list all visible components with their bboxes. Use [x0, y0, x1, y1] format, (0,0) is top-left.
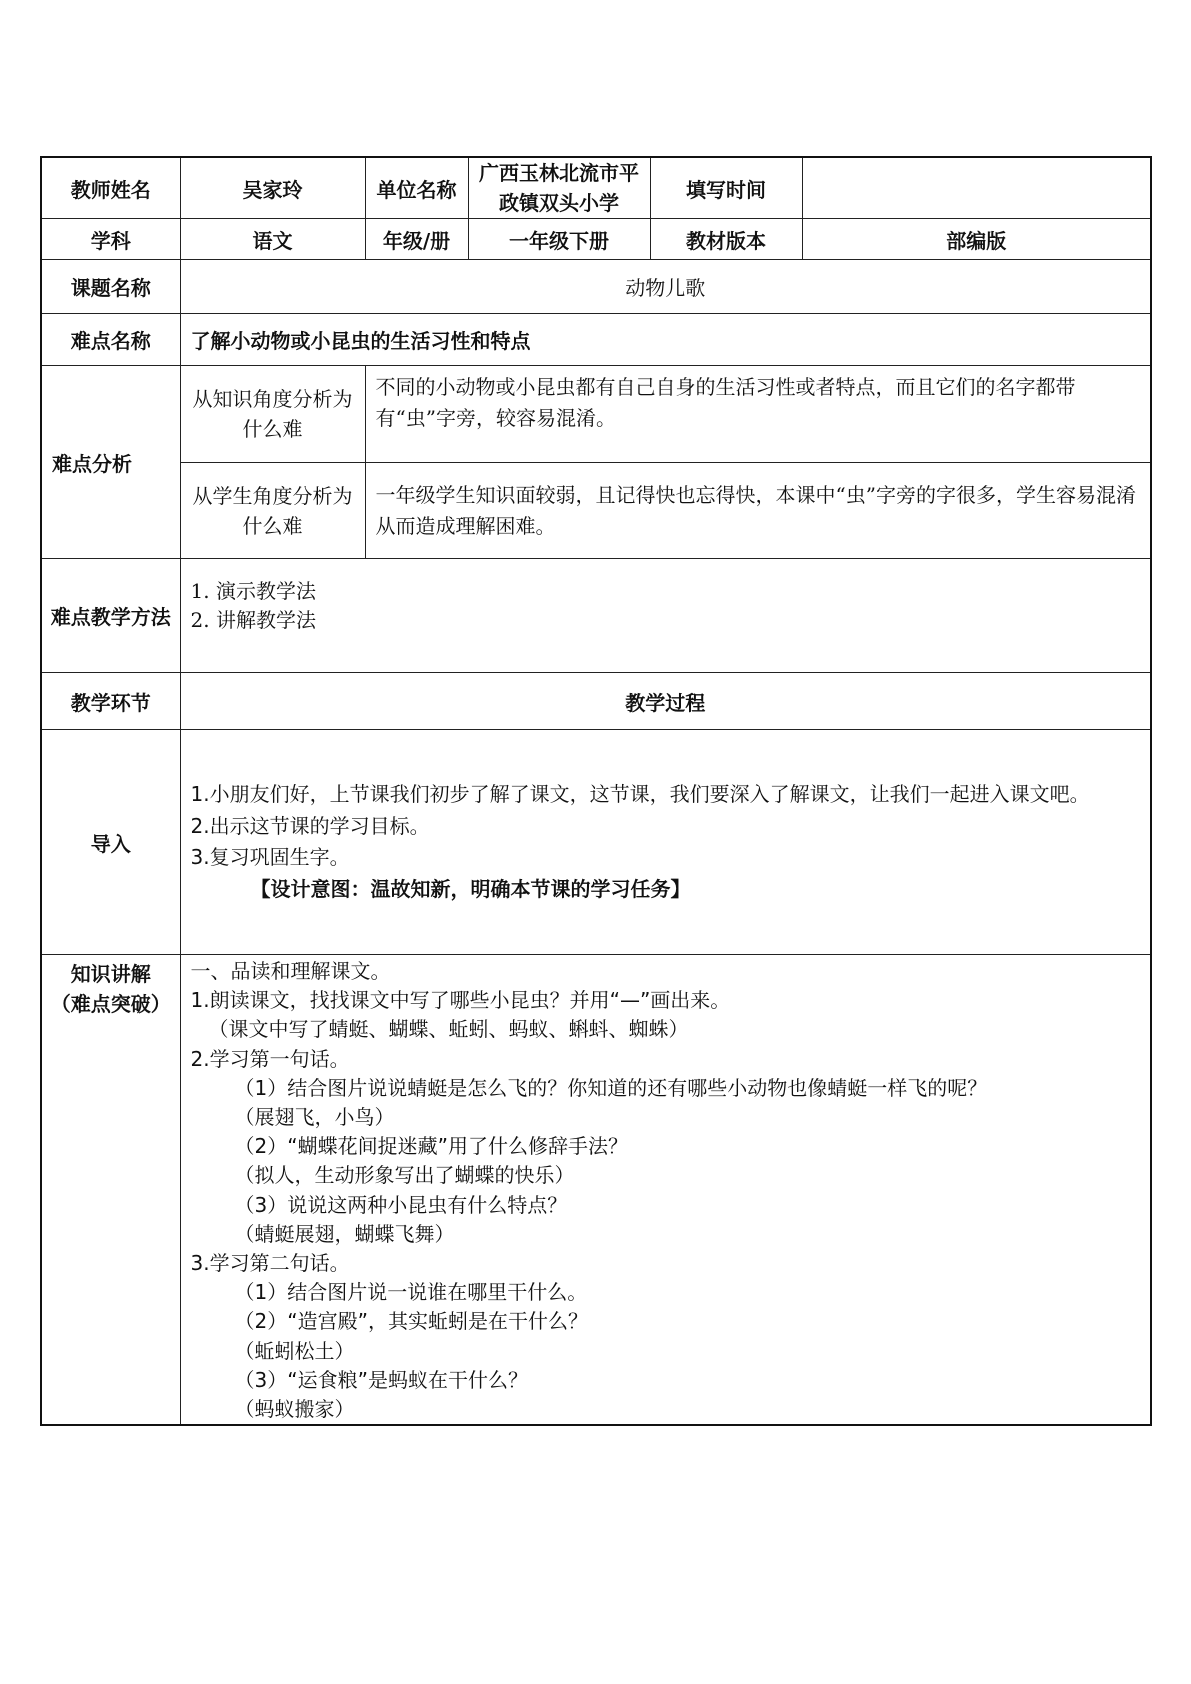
subject-label: 学科 — [41, 219, 180, 260]
student-angle-line2: 什么难 — [242, 513, 303, 538]
knowledge-line: （3）说说这两种小昆虫有什么特点？ — [234, 1192, 568, 1217]
method-item: 2. 讲解教学法 — [190, 608, 316, 632]
student-angle-label — [180, 463, 365, 559]
knowledge-line: （2）“造宫殿”，其实蚯蚓是在干什么？ — [234, 1309, 588, 1334]
knowledge-label — [41, 955, 180, 1426]
unit-value-line1: 广西玉林北流市平 — [479, 161, 639, 185]
knowledge-line: 1.朗读课文，找找课文中写了哪些小昆虫？并用“—”画出来。 — [190, 988, 731, 1013]
stage-header: 教学环节 — [41, 673, 180, 730]
knowledge-line: （1）结合图片说一说谁在哪里干什么。 — [234, 1280, 588, 1305]
knowledge-line: （展翅飞，小鸟） — [234, 1105, 395, 1130]
edition-value: 部编版 — [802, 219, 1151, 260]
intro-line: 1.小朋友们好，上节课我们初步了解了课文，这节课，我们要深入了解课文，让我们一起进入课文吧。 — [190, 782, 1090, 806]
knowledge-line: 3.学习第二句话。 — [190, 1251, 350, 1276]
difficulty-row — [41, 314, 1151, 366]
unit-label: 单位名称 — [365, 157, 468, 219]
method-item: 1. 演示教学法 — [190, 579, 316, 603]
knowledge-line: （2）“蝴蝶花间捉迷藏”用了什么修辞手法？ — [234, 1134, 628, 1159]
knowledge-line: （蚯蚓松土） — [234, 1338, 355, 1363]
teacher-label: 教师姓名 — [41, 157, 180, 219]
topic-row — [41, 260, 1151, 314]
lesson-plan-document — [40, 156, 1150, 1426]
analysis-row-knowledge — [41, 366, 1151, 463]
knowledge-content — [180, 955, 1151, 1426]
analysis-label: 难点分析 — [41, 366, 180, 559]
process-header-row — [41, 673, 1151, 730]
knowledge-row — [41, 955, 1151, 1426]
difficulty-label: 难点名称 — [41, 314, 180, 366]
intro-line: 3.复习巩固生字。 — [190, 845, 350, 869]
knowledge-angle-line1: 从知识角度分析为 — [192, 387, 353, 411]
lesson-plan-table — [40, 156, 1152, 1426]
methods-row — [41, 559, 1151, 673]
knowledge-angle-line2: 什么难 — [242, 417, 303, 441]
difficulty-value: 了解小动物或小昆虫的生活习性和特点 — [180, 314, 1151, 366]
student-angle-text: 一年级学生知识面较弱，且记得快也忘得快，本课中“虫”字旁的字很多，学生容易混淆从而造成理解困难。 — [365, 463, 1151, 559]
knowledge-line: （3）“运食粮”是蚂蚁在干什么？ — [234, 1367, 528, 1392]
knowledge-angle-label — [180, 366, 365, 463]
fill-time-value — [802, 157, 1151, 219]
unit-value-line2: 政镇双头小学 — [499, 191, 619, 215]
topic-label: 课题名称 — [41, 260, 180, 314]
knowledge-label-line2: （难点突破） — [50, 992, 171, 1016]
knowledge-line: （课文中写了蜻蜓、蝴蝶、蚯蚓、蚂蚁、蝌蚪、蜘蛛） — [208, 1017, 689, 1042]
knowledge-line: 一、品读和理解课文。 — [190, 959, 391, 983]
edition-label: 教材版本 — [650, 219, 802, 260]
intro-row — [41, 730, 1151, 955]
teacher-value: 吴家玲 — [180, 157, 365, 219]
analysis-row-student — [41, 463, 1151, 559]
methods-list — [180, 559, 1151, 673]
knowledge-line: （1）结合图片说说蜻蜓是怎么飞的？你知道的还有哪些小动物也像蜻蜓一样飞的呢？ — [234, 1075, 988, 1100]
methods-label: 难点教学方法 — [41, 559, 180, 673]
knowledge-angle-text: 不同的小动物或小昆虫都有自己自身的生活习性或者特点，而且它们的名字都带有“虫”字旁，较容易混淆。 — [365, 366, 1151, 463]
header-row-1 — [41, 157, 1151, 219]
header-row-2 — [41, 219, 1151, 260]
knowledge-label-line1: 知识讲解 — [70, 962, 151, 986]
subject-value: 语文 — [180, 219, 365, 260]
intro-content — [180, 730, 1151, 955]
knowledge-line: 2.学习第一句话。 — [190, 1046, 350, 1071]
unit-value — [468, 157, 650, 219]
intro-line: 2.出示这节课的学习目标。 — [190, 813, 430, 838]
knowledge-line: （蜻蜓展翅，蝴蝶飞舞） — [234, 1221, 455, 1246]
intro-label: 导入 — [41, 730, 180, 955]
knowledge-line: （蚂蚁搬家） — [234, 1397, 355, 1422]
intro-design-intent: 【设计意图：温故知新，明确本节课的学习任务】 — [250, 876, 691, 901]
grade-value: 一年级下册 — [468, 219, 650, 260]
topic-value: 动物儿歌 — [180, 260, 1151, 314]
knowledge-line: （拟人，生动形象写出了蝴蝶的快乐） — [234, 1163, 575, 1188]
fill-time-label: 填写时间 — [650, 157, 802, 219]
student-angle-line1: 从学生角度分析为 — [192, 483, 353, 508]
grade-label: 年级/册 — [365, 219, 468, 260]
process-header: 教学过程 — [180, 673, 1151, 730]
